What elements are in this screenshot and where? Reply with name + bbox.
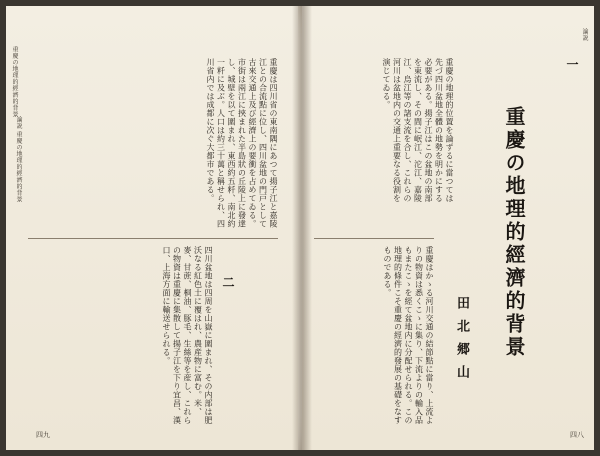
right-page-section-mark: 一 [565, 58, 579, 70]
left-page-text-upper: 重慶は四川省の東南隅にあつて揚子江と嘉陵江との合流點に位し、四川盆地の門戸として古來交通上及び經濟上の要衝を占めてゐる。市街は兩江に挾まれた半島狀の丘陵上に發達し、城壁を以て圍まれ、東西約五粁、南北約一粁に及ぶ。人口は約三十萬と稱せられ、四川省内では成都に次ぐ大都市である。 [206, 58, 278, 228]
right-page-divider [314, 238, 434, 239]
article-title: 重慶の地理的經濟的背景 [502, 106, 526, 359]
right-page-running-head: 論説 [581, 28, 588, 41]
left-page-section-mark: 二 [221, 276, 235, 288]
left-page-divider [28, 238, 278, 239]
left-page [6, 6, 298, 450]
left-page-text-lower: 四川盆地は四周を山嶽に圍まれ、その内部は肥沃なる紅色土に覆はれ、農産物に富む。米、麥、甘蔗、桐油、豚毛、生絲等を産し、これらの物資は重慶に集散して揚子江を下り宜昌、漢口、上海方面に輸送せられる。 [162, 246, 213, 425]
book-gutter [292, 6, 312, 450]
article-author: 田北郷山 [454, 296, 469, 388]
book-spread [6, 6, 594, 450]
right-page-number: 四八 [570, 431, 584, 439]
right-page-text-upper: 重慶の地理的位置を論ずるに當つては先づ四川盆地全體の地勢を明かにする必要がある。揚子江はこの盆地の南部を東流し、その間に岷江、沱江、嘉陵江、烏江等の諸支流を合し、これらの河川は盆地内の交通上重要なる役割を演じてゐる。 [382, 58, 454, 203]
left-page-running-head: 論説 重慶の地理的經濟的背景 [15, 116, 22, 203]
left-page-caption: 重慶の地理的經濟的背景 [11, 46, 18, 118]
left-page-number: 四九 [36, 431, 50, 439]
right-page-text-lower: 重慶はかゝる河川交通の結節點に當り、上流よりの物資は悉くこゝに集り、下流よりの輸入品もまたこゝを經て盆地内に分配せられる。この地理的條件こそ重慶の經濟的發展の基礎をなすものである。 [383, 246, 434, 425]
right-page [302, 6, 594, 450]
